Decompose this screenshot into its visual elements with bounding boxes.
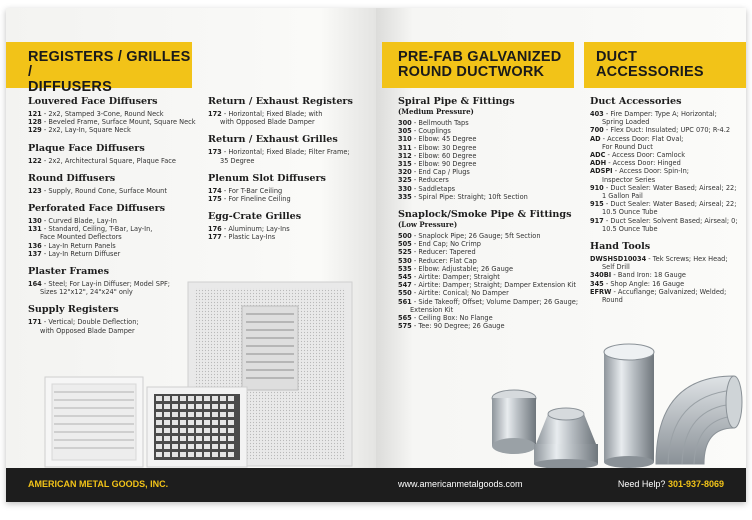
product-description-cont: 10.5 Ounce Tube [602, 224, 658, 233]
product-group [590, 96, 744, 233]
product-group [28, 96, 208, 135]
product-item [398, 160, 588, 168]
product-code: 535 [398, 264, 412, 273]
product-description: - Access Door: Flat Oval; [600, 134, 684, 143]
product-item [28, 110, 208, 118]
registers-header-line1: REGISTERS / GRILLES / [28, 49, 191, 80]
product-code: EFRW [590, 287, 612, 296]
group-subtitle: (Medium Pressure) [398, 107, 474, 116]
product-description: - Standard, Ceiling, T-Bar, Lay-In, [41, 225, 153, 234]
product-item [28, 225, 208, 241]
product-description: - Couplings [411, 127, 451, 136]
product-group [28, 304, 208, 334]
product-item [590, 217, 744, 233]
product-item [208, 148, 368, 164]
product-code: 305 [398, 127, 412, 136]
product-description-cont: Sizes 12"x12", 24"x24" only [40, 288, 133, 297]
product-item [208, 195, 368, 203]
egg-crate-grille-image [146, 386, 248, 468]
product-item [398, 248, 588, 256]
help-label: Need Help? [617, 479, 668, 489]
product-description: - Tee: 90 Degree; 26 Gauge [411, 322, 505, 331]
group-title: Return / Exhaust Registers [208, 96, 353, 107]
product-code: ADC [590, 151, 606, 160]
product-description: - Horizontal; Fixed Blade; Filter Frame; [221, 148, 350, 157]
product-item [28, 126, 208, 134]
product-item [398, 265, 588, 273]
ductwork-header-band [382, 42, 574, 88]
product-description-cont: 35 Degree [220, 156, 255, 165]
group-title: Plenum Slot Diffusers [208, 172, 326, 184]
product-code: 403 [590, 110, 604, 118]
group-title: Supply Registers [28, 304, 119, 316]
product-code: DWSHSD10034 [590, 255, 647, 264]
product-code: 325 [398, 176, 412, 185]
product-description: - Supply, Round Cone, Surface Mount [41, 186, 167, 195]
product-group [208, 173, 368, 203]
product-item [28, 318, 208, 334]
group-title: Round Diffusers [28, 172, 116, 184]
product-description: - Aluminum; Lay-Ins [221, 225, 290, 234]
phone-number[interactable]: 301-937-8069 [667, 479, 724, 489]
product-description: - Duct Sealer: Water Based; Airseal; 22; [603, 200, 737, 209]
product-group [208, 134, 368, 164]
registers-header-band [6, 42, 192, 95]
product-item [590, 255, 744, 271]
product-code: 129 [28, 126, 42, 135]
product-item [398, 135, 588, 143]
product-description: - Fire Damper: Type A; Horizontal; [603, 110, 717, 118]
product-description: - Elbow: Adjustable; 26 Gauge [411, 264, 514, 273]
product-description: - Access Door: Hinged [606, 159, 681, 168]
accessories-header-line1: DUCT [596, 49, 638, 65]
group-title: Perforated Face Diffusers [28, 203, 166, 215]
product-description-cont: Self Drill [602, 263, 630, 272]
product-item [398, 257, 588, 265]
product-item [208, 110, 368, 126]
product-item [28, 280, 208, 296]
product-item [28, 118, 208, 126]
product-code: 174 [208, 186, 222, 195]
product-description: - Plastic Lay-Ins [221, 233, 276, 242]
product-code: 171 [28, 318, 42, 327]
product-description: - 2x2, Architectural Square, Plaque Face [41, 156, 176, 165]
product-group [28, 266, 208, 296]
product-item [398, 119, 588, 127]
product-item [590, 110, 744, 126]
product-item [208, 233, 368, 241]
product-description: - Duct Sealer: Solvent Based; Airseal; 0; [603, 216, 738, 225]
left-page [6, 8, 376, 502]
right-page [376, 8, 746, 502]
group-title: Duct Accessories [590, 96, 682, 107]
product-code: 123 [28, 186, 42, 195]
product-description: - Duct Sealer: Water Based; Airseal; 22; [603, 183, 737, 192]
product-description: - Flex Duct: Insulated; UPC 070; R-4.2 [603, 126, 731, 135]
product-group [208, 96, 368, 126]
footer-bar [6, 468, 746, 502]
ductwork-fittings-image [484, 336, 746, 468]
product-item [398, 127, 588, 135]
ductwork-header-line1: PRE-FAB GALVANIZED [398, 49, 562, 65]
product-item [590, 288, 744, 304]
product-item [398, 322, 588, 330]
product-description-cont: Extension Kit [410, 305, 454, 314]
product-code: 915 [590, 200, 604, 209]
product-item [590, 126, 744, 134]
product-code: 130 [28, 217, 42, 226]
accessories-header-line2: ACCESSORIES [596, 64, 704, 80]
product-code: 137 [28, 249, 42, 258]
product-item [28, 217, 208, 225]
product-code: 312 [398, 151, 412, 160]
product-description: - Lay-In Return Diffuser [41, 249, 121, 258]
product-code: 575 [398, 322, 412, 331]
product-item [398, 176, 588, 184]
product-code: 300 [398, 119, 412, 127]
product-code: 910 [590, 183, 604, 192]
product-description: - Snaplock Pipe; 26 Gauge; 5ft Section [411, 232, 541, 241]
group-title: Egg-Crate Grilles [208, 211, 302, 223]
product-description: - Spiral Pipe: Straight; 10ft Section [411, 192, 528, 201]
product-code: 330 [398, 184, 412, 193]
group-title: Plaster Frames [28, 266, 109, 278]
product-code: 172 [208, 110, 222, 118]
product-description: - Airtite: Conical; No Damper [411, 289, 509, 298]
product-item [590, 159, 744, 167]
product-item [398, 273, 588, 281]
product-description: - Ceiling Box: No Flange [411, 314, 493, 323]
accessories-column [590, 96, 744, 312]
product-code: 335 [398, 192, 412, 201]
product-description: - Access Door: Spin-In; [612, 167, 690, 176]
product-code: 320 [398, 168, 412, 177]
group-title: Snaplock/Smoke Pipe & Fittings [398, 209, 572, 221]
product-code: 550 [398, 289, 412, 298]
product-code: 340BI [590, 271, 612, 280]
product-description: - Curved Blade, Lay-In [41, 217, 117, 226]
group-title: Spiral Pipe & Fittings [398, 96, 515, 107]
registers-header-line2: DIFFUSERS [28, 79, 112, 95]
product-description: - Horizontal; Fixed Blade; with [221, 110, 323, 118]
product-description: - Reducers [411, 176, 449, 185]
product-description-cont: Inspector Series [602, 175, 656, 184]
product-description: - Saddletaps [411, 184, 456, 193]
product-item [398, 144, 588, 152]
product-description: - For T-Bar Ceiling [221, 186, 283, 195]
ductwork-column [398, 96, 588, 338]
product-item [398, 232, 588, 240]
accessories-header-band [584, 42, 746, 88]
product-item [590, 200, 744, 216]
group-title: Plaque Face Diffusers [28, 142, 145, 154]
help-text [618, 479, 724, 489]
product-group [28, 173, 208, 195]
product-code: 176 [208, 225, 222, 234]
product-code: 173 [208, 148, 222, 157]
product-code: AD [590, 134, 601, 143]
product-code: 345 [590, 279, 604, 288]
product-item [590, 280, 744, 288]
product-description: - Shop Angle: 16 Gauge [603, 279, 685, 288]
product-description-cont: Face Mounted Deflectors [40, 233, 122, 242]
product-description: - Reducer: Tapered [411, 248, 476, 257]
product-code: 175 [208, 195, 222, 204]
product-code: ADSPI [590, 167, 613, 176]
product-item [398, 281, 588, 289]
product-description-cont: 10.5 Ounce Tube [602, 208, 658, 217]
product-description: - Access Door: Camlock [605, 151, 686, 160]
product-item [28, 187, 208, 195]
product-code: 122 [28, 156, 42, 165]
product-code: 121 [28, 110, 42, 118]
product-item [28, 250, 208, 258]
product-description: - End Cap; No Crimp [411, 240, 481, 249]
product-description: - For Fineline Ceiling [221, 195, 291, 204]
product-description-cont: with Opposed Blade Damper [40, 326, 135, 335]
product-code: 311 [398, 143, 412, 152]
product-description: - 2x2, Stamped 3-Cone, Round Neck [41, 110, 164, 118]
company-name: AMERICAN METAL GOODS, INC. [28, 479, 169, 489]
product-item [398, 240, 588, 248]
group-subtitle: (Low Pressure) [398, 220, 458, 230]
product-code: 547 [398, 281, 412, 290]
product-description: - Band Iron: 18 Gauge [611, 271, 686, 280]
product-description: - Vertical; Double Deflection; [41, 318, 139, 327]
product-item [398, 185, 588, 193]
product-description-cont: Round [602, 296, 623, 305]
product-code: 561 [398, 297, 412, 306]
product-code: 700 [590, 126, 604, 135]
product-code: 128 [28, 118, 42, 127]
website-link[interactable]: www.americanmetalgoods.com [398, 479, 523, 489]
group-title: Hand Tools [590, 241, 651, 253]
product-description: - End Cap / Plugs [411, 168, 470, 177]
product-description-cont: 1 Gallon Pail [602, 192, 643, 201]
product-item [398, 168, 588, 176]
product-item [208, 225, 368, 233]
group-title: Louvered Face Diffusers [28, 96, 158, 107]
supply-register-image [44, 376, 144, 468]
product-description: - Lay-In Return Panels [41, 241, 116, 250]
product-code: 565 [398, 314, 412, 323]
product-code: 530 [398, 256, 412, 265]
product-code: ADH [590, 159, 607, 168]
product-code: 177 [208, 233, 222, 242]
product-item [590, 135, 744, 151]
product-description: - Elbow: 45 Degree [411, 135, 477, 144]
product-group [208, 211, 368, 241]
product-item [590, 151, 744, 159]
product-description: - Tek Screws; Hex Head; [646, 255, 728, 264]
product-group [28, 203, 208, 258]
product-item [590, 271, 744, 279]
product-code: 164 [28, 280, 42, 289]
product-description: - Airtite: Damper; Straight [411, 273, 500, 282]
product-description-cont: with Opposed Blade Damper [220, 118, 315, 127]
left-column-1 [28, 96, 208, 343]
product-description: - 2x2, Lay-In, Square Neck [41, 126, 131, 135]
catalog-spread [6, 8, 746, 502]
product-description: - Bellmouth Taps [411, 119, 469, 127]
product-item [28, 242, 208, 250]
product-description: - Steel; For Lay-in Diffuser; Model SPF; [41, 280, 170, 289]
product-code: 500 [398, 232, 412, 241]
product-item [398, 152, 588, 160]
product-group [398, 96, 588, 201]
product-description: - Beveled Frame, Surface Mount, Square Neck [41, 118, 196, 127]
product-description: - Reducer: Flat Cap [411, 256, 477, 265]
product-description: - Elbow: 30 Degree [411, 143, 477, 152]
product-code: 136 [28, 241, 42, 250]
product-item [590, 184, 744, 200]
product-group [590, 241, 744, 304]
product-item [28, 157, 208, 165]
product-code: 545 [398, 273, 412, 282]
product-group [28, 143, 208, 165]
ductwork-header-line2: ROUND DUCTWORK [398, 64, 545, 80]
product-description: - Elbow: 60 Degree [411, 151, 477, 160]
product-item [398, 298, 588, 314]
group-title: Return / Exhaust Grilles [208, 134, 338, 146]
product-item [590, 167, 744, 183]
product-description: - Airtite: Damper; Straight; Damper Extension Kit [411, 281, 576, 290]
product-code: 505 [398, 240, 412, 249]
product-code: 917 [590, 216, 604, 225]
product-description: - Side Takeoff; Offset; Volume Damper; 26 Gauge; [411, 297, 579, 306]
product-description-cont: Spring Loaded [602, 118, 650, 127]
product-group [398, 209, 588, 330]
product-item [398, 193, 588, 201]
product-code: 310 [398, 135, 412, 144]
left-column-2 [208, 96, 368, 250]
product-item [398, 289, 588, 297]
product-description-cont: For Round Duct [602, 142, 653, 151]
product-item [398, 314, 588, 322]
product-description: - Elbow: 90 Degree [411, 160, 477, 169]
product-code: 131 [28, 225, 42, 234]
product-description: - Accuflange; Galvanized; Welded; [611, 287, 727, 296]
product-code: 315 [398, 160, 412, 169]
product-item [208, 187, 368, 195]
product-code: 525 [398, 248, 412, 257]
